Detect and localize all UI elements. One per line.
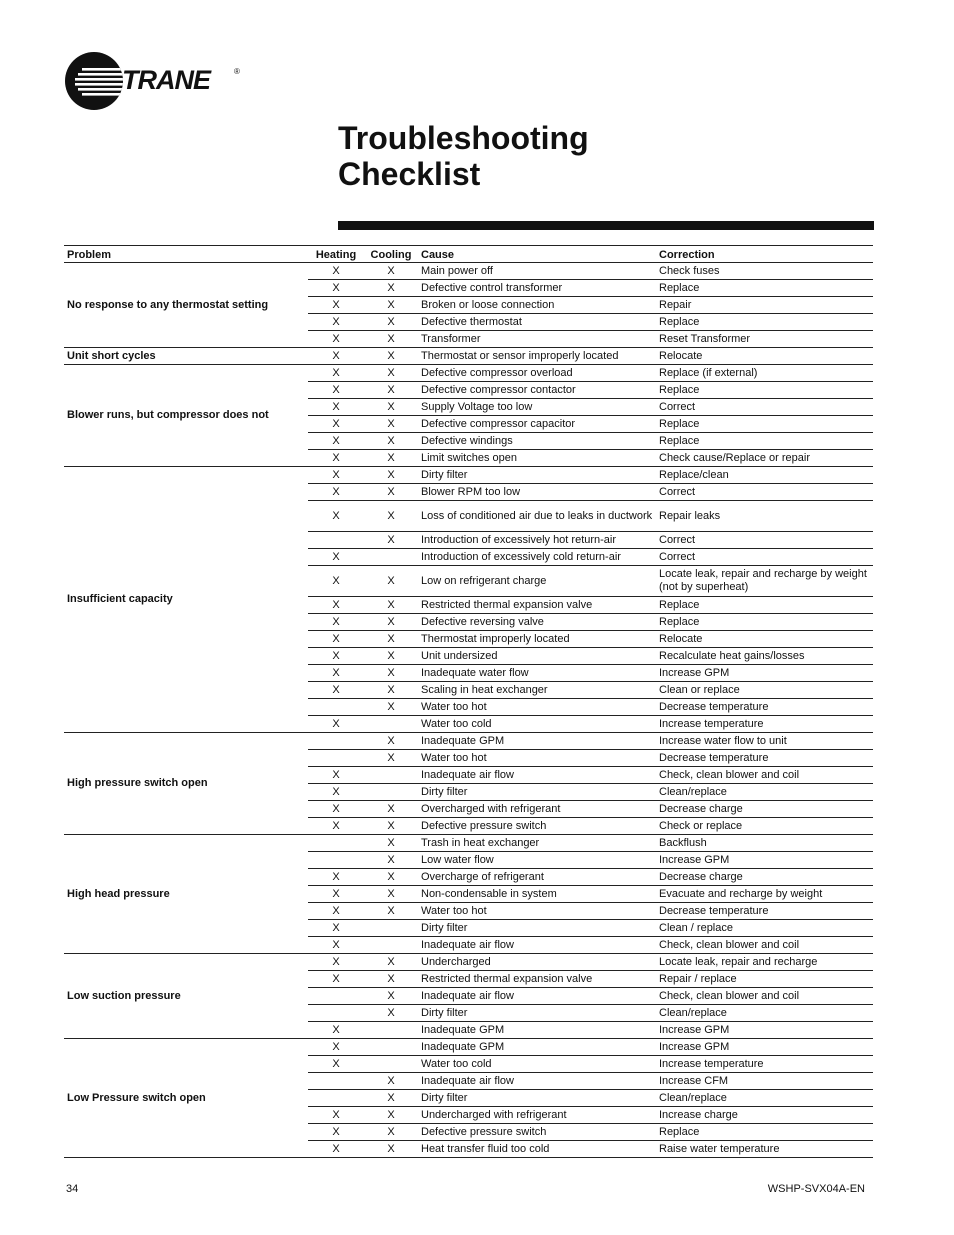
cooling-mark bbox=[364, 1056, 418, 1073]
correction-cell: Repair bbox=[656, 297, 873, 314]
col-cooling: Cooling bbox=[364, 246, 418, 263]
cause-cell: Broken or loose connection bbox=[418, 297, 656, 314]
cooling-mark: X bbox=[364, 988, 418, 1005]
cause-cell: Loss of conditioned air due to leaks in ductwork bbox=[418, 501, 656, 532]
heating-mark: X bbox=[308, 263, 364, 280]
cooling-mark: X bbox=[364, 1005, 418, 1022]
correction-cell: Recalculate heat gains/losses bbox=[656, 648, 873, 665]
heating-mark: X bbox=[308, 450, 364, 467]
cooling-mark: X bbox=[364, 971, 418, 988]
cooling-mark: X bbox=[364, 450, 418, 467]
correction-cell: Increase water flow to unit bbox=[656, 733, 873, 750]
cause-cell: Defective thermostat bbox=[418, 314, 656, 331]
heating-mark: X bbox=[308, 484, 364, 501]
heating-mark bbox=[308, 750, 364, 767]
cause-cell: Introduction of excessively cold return-air bbox=[418, 549, 656, 566]
correction-cell: Clean / replace bbox=[656, 920, 873, 937]
heating-mark: X bbox=[308, 1124, 364, 1141]
cause-cell: Overcharge of refrigerant bbox=[418, 869, 656, 886]
cooling-mark: X bbox=[364, 852, 418, 869]
problem-cell: Insufficient capacity bbox=[64, 467, 308, 733]
heating-mark bbox=[308, 835, 364, 852]
correction-cell: Increase GPM bbox=[656, 1022, 873, 1039]
heating-mark bbox=[308, 699, 364, 716]
cooling-mark: X bbox=[364, 903, 418, 920]
cooling-mark bbox=[364, 937, 418, 954]
correction-cell: Replace bbox=[656, 597, 873, 614]
correction-cell: Backflush bbox=[656, 835, 873, 852]
correction-cell: Check, clean blower and coil bbox=[656, 767, 873, 784]
problem-cell: Low Pressure switch open bbox=[64, 1039, 308, 1158]
correction-cell: Relocate bbox=[656, 348, 873, 365]
cooling-mark: X bbox=[364, 648, 418, 665]
cooling-mark: X bbox=[364, 886, 418, 903]
cause-cell: Heat transfer fluid too cold bbox=[418, 1141, 656, 1158]
cooling-mark: X bbox=[364, 501, 418, 532]
cooling-mark: X bbox=[364, 416, 418, 433]
heating-mark: X bbox=[308, 614, 364, 631]
cooling-mark: X bbox=[364, 801, 418, 818]
correction-cell: Replace bbox=[656, 416, 873, 433]
cause-cell: Inadequate GPM bbox=[418, 1022, 656, 1039]
cause-cell: Main power off bbox=[418, 263, 656, 280]
correction-cell: Replace/clean bbox=[656, 467, 873, 484]
heating-mark: X bbox=[308, 365, 364, 382]
cooling-mark: X bbox=[364, 365, 418, 382]
heating-mark: X bbox=[308, 331, 364, 348]
heating-mark: X bbox=[308, 631, 364, 648]
correction-cell: Increase charge bbox=[656, 1107, 873, 1124]
troubleshooting-table bbox=[64, 245, 873, 1158]
correction-cell: Increase temperature bbox=[656, 716, 873, 733]
correction-cell: Check or replace bbox=[656, 818, 873, 835]
cooling-mark: X bbox=[364, 1141, 418, 1158]
problem-cell: Blower runs, but compressor does not bbox=[64, 365, 308, 467]
heating-mark: X bbox=[308, 467, 364, 484]
problem-cell: High pressure switch open bbox=[64, 733, 308, 835]
heating-mark bbox=[308, 988, 364, 1005]
heating-mark: X bbox=[308, 433, 364, 450]
problem-cell: High head pressure bbox=[64, 835, 308, 954]
heating-mark bbox=[308, 852, 364, 869]
correction-cell: Clean/replace bbox=[656, 1005, 873, 1022]
heating-mark bbox=[308, 1005, 364, 1022]
heating-mark: X bbox=[308, 501, 364, 532]
heating-mark bbox=[308, 733, 364, 750]
cooling-mark: X bbox=[364, 1107, 418, 1124]
cooling-mark bbox=[364, 1022, 418, 1039]
problem-cell: Unit short cycles bbox=[64, 348, 308, 365]
heating-mark: X bbox=[308, 399, 364, 416]
cooling-mark bbox=[364, 1039, 418, 1056]
correction-cell: Check, clean blower and coil bbox=[656, 937, 873, 954]
cooling-mark: X bbox=[364, 614, 418, 631]
heating-mark: X bbox=[308, 1039, 364, 1056]
table-row bbox=[64, 467, 873, 484]
problem-cell: No response to any thermostat setting bbox=[64, 263, 308, 348]
heating-mark: X bbox=[308, 971, 364, 988]
cooling-mark: X bbox=[364, 297, 418, 314]
cooling-mark: X bbox=[364, 348, 418, 365]
correction-cell: Clean or replace bbox=[656, 682, 873, 699]
heating-mark: X bbox=[308, 549, 364, 566]
correction-cell: Replace bbox=[656, 614, 873, 631]
cause-cell: Water too cold bbox=[418, 716, 656, 733]
title-line-1: Troubleshooting bbox=[338, 120, 589, 156]
heating-mark: X bbox=[308, 869, 364, 886]
heating-mark: X bbox=[308, 280, 364, 297]
cooling-mark bbox=[364, 549, 418, 566]
heating-mark: X bbox=[308, 682, 364, 699]
heating-mark: X bbox=[308, 937, 364, 954]
correction-cell: Locate leak, repair and recharge by weight (not by superheat) bbox=[656, 566, 873, 597]
heating-mark: X bbox=[308, 348, 364, 365]
correction-cell: Correct bbox=[656, 399, 873, 416]
heating-mark: X bbox=[308, 818, 364, 835]
brand-wordmark: TRANE bbox=[122, 65, 210, 95]
trane-logo bbox=[64, 50, 244, 112]
problem-cell: Low suction pressure bbox=[64, 954, 308, 1039]
cause-cell: Low on refrigerant charge bbox=[418, 566, 656, 597]
cause-cell: Blower RPM too low bbox=[418, 484, 656, 501]
correction-cell: Decrease temperature bbox=[656, 699, 873, 716]
heating-mark bbox=[308, 1090, 364, 1107]
heating-mark: X bbox=[308, 801, 364, 818]
cause-cell: Thermostat or sensor improperly located bbox=[418, 348, 656, 365]
correction-cell: Increase GPM bbox=[656, 852, 873, 869]
heating-mark: X bbox=[308, 416, 364, 433]
heating-mark: X bbox=[308, 297, 364, 314]
cooling-mark: X bbox=[364, 1124, 418, 1141]
cause-cell: Transformer bbox=[418, 331, 656, 348]
cooling-mark: X bbox=[364, 280, 418, 297]
table-row bbox=[64, 733, 873, 750]
correction-cell: Replace (if external) bbox=[656, 365, 873, 382]
cooling-mark: X bbox=[364, 566, 418, 597]
correction-cell: Replace bbox=[656, 280, 873, 297]
cause-cell: Overcharged with refrigerant bbox=[418, 801, 656, 818]
correction-cell: Clean/replace bbox=[656, 1090, 873, 1107]
cause-cell: Limit switches open bbox=[418, 450, 656, 467]
cause-cell: Restricted thermal expansion valve bbox=[418, 597, 656, 614]
cause-cell: Thermostat improperly located bbox=[418, 631, 656, 648]
heating-mark: X bbox=[308, 1107, 364, 1124]
cause-cell: Low water flow bbox=[418, 852, 656, 869]
cause-cell: Water too hot bbox=[418, 699, 656, 716]
cooling-mark: X bbox=[364, 399, 418, 416]
cooling-mark: X bbox=[364, 682, 418, 699]
table-row bbox=[64, 954, 873, 971]
correction-cell: Increase CFM bbox=[656, 1073, 873, 1090]
cooling-mark: X bbox=[364, 1073, 418, 1090]
heating-mark: X bbox=[308, 382, 364, 399]
cause-cell: Dirty filter bbox=[418, 1005, 656, 1022]
correction-cell: Relocate bbox=[656, 631, 873, 648]
correction-cell: Decrease temperature bbox=[656, 903, 873, 920]
cause-cell: Non-condensable in system bbox=[418, 886, 656, 903]
heating-mark: X bbox=[308, 665, 364, 682]
cause-cell: Undercharged bbox=[418, 954, 656, 971]
col-cause: Cause bbox=[418, 246, 656, 263]
cause-cell: Dirty filter bbox=[418, 920, 656, 937]
correction-cell: Replace bbox=[656, 1124, 873, 1141]
title-line-2: Checklist bbox=[338, 156, 481, 192]
cause-cell: Introduction of excessively hot return-air bbox=[418, 532, 656, 549]
heating-mark: X bbox=[308, 314, 364, 331]
cooling-mark: X bbox=[364, 433, 418, 450]
correction-cell: Correct bbox=[656, 549, 873, 566]
heating-mark: X bbox=[308, 1141, 364, 1158]
table-row bbox=[64, 263, 873, 280]
registered-mark: ® bbox=[234, 67, 240, 76]
table-row bbox=[64, 835, 873, 852]
correction-cell: Check cause/Replace or repair bbox=[656, 450, 873, 467]
heating-mark: X bbox=[308, 597, 364, 614]
cause-cell: Defective pressure switch bbox=[418, 818, 656, 835]
correction-cell: Increase GPM bbox=[656, 665, 873, 682]
cause-cell: Inadequate air flow bbox=[418, 937, 656, 954]
cause-cell: Inadequate air flow bbox=[418, 767, 656, 784]
col-correction: Correction bbox=[656, 246, 873, 263]
cooling-mark: X bbox=[364, 750, 418, 767]
cause-cell: Water too hot bbox=[418, 903, 656, 920]
correction-cell: Decrease temperature bbox=[656, 750, 873, 767]
cause-cell: Inadequate water flow bbox=[418, 665, 656, 682]
cooling-mark: X bbox=[364, 665, 418, 682]
cooling-mark: X bbox=[364, 835, 418, 852]
cause-cell: Supply Voltage too low bbox=[418, 399, 656, 416]
cause-cell: Water too cold bbox=[418, 1056, 656, 1073]
table-row bbox=[64, 348, 873, 365]
correction-cell: Increase GPM bbox=[656, 1039, 873, 1056]
cause-cell: Water too hot bbox=[418, 750, 656, 767]
heating-mark: X bbox=[308, 767, 364, 784]
document-id: WSHP-SVX04A-EN bbox=[767, 1183, 865, 1195]
cooling-mark: X bbox=[364, 467, 418, 484]
cooling-mark: X bbox=[364, 331, 418, 348]
correction-cell: Raise water temperature bbox=[656, 1141, 873, 1158]
correction-cell: Check fuses bbox=[656, 263, 873, 280]
correction-cell: Clean/replace bbox=[656, 784, 873, 801]
cause-cell: Dirty filter bbox=[418, 784, 656, 801]
cause-cell: Defective compressor contactor bbox=[418, 382, 656, 399]
cause-cell: Defective reversing valve bbox=[418, 614, 656, 631]
cooling-mark: X bbox=[364, 869, 418, 886]
heating-mark: X bbox=[308, 716, 364, 733]
heating-mark: X bbox=[308, 903, 364, 920]
page-number: 34 bbox=[66, 1183, 79, 1195]
heating-mark bbox=[308, 1073, 364, 1090]
table-row bbox=[64, 365, 873, 382]
heating-mark: X bbox=[308, 954, 364, 971]
correction-cell: Replace bbox=[656, 382, 873, 399]
correction-cell: Locate leak, repair and recharge bbox=[656, 954, 873, 971]
heating-mark: X bbox=[308, 648, 364, 665]
cause-cell: Defective control transformer bbox=[418, 280, 656, 297]
correction-cell: Correct bbox=[656, 532, 873, 549]
cause-cell: Scaling in heat exchanger bbox=[418, 682, 656, 699]
cooling-mark: X bbox=[364, 699, 418, 716]
heating-mark: X bbox=[308, 566, 364, 597]
cause-cell: Undercharged with refrigerant bbox=[418, 1107, 656, 1124]
cause-cell: Defective compressor overload bbox=[418, 365, 656, 382]
title-rule bbox=[338, 221, 874, 230]
cooling-mark bbox=[364, 716, 418, 733]
cooling-mark bbox=[364, 920, 418, 937]
cooling-mark: X bbox=[364, 954, 418, 971]
cooling-mark: X bbox=[364, 818, 418, 835]
cause-cell: Inadequate air flow bbox=[418, 1073, 656, 1090]
cooling-mark: X bbox=[364, 314, 418, 331]
cause-cell: Restricted thermal expansion valve bbox=[418, 971, 656, 988]
page-title bbox=[338, 120, 589, 192]
heating-mark: X bbox=[308, 1022, 364, 1039]
cooling-mark: X bbox=[364, 1090, 418, 1107]
cooling-mark: X bbox=[364, 263, 418, 280]
cause-cell: Unit undersized bbox=[418, 648, 656, 665]
cause-cell: Defective compressor capacitor bbox=[418, 416, 656, 433]
correction-cell: Check, clean blower and coil bbox=[656, 988, 873, 1005]
correction-cell: Decrease charge bbox=[656, 801, 873, 818]
correction-cell: Replace bbox=[656, 433, 873, 450]
cooling-mark bbox=[364, 784, 418, 801]
heating-mark: X bbox=[308, 920, 364, 937]
heating-mark bbox=[308, 532, 364, 549]
cooling-mark: X bbox=[364, 532, 418, 549]
cause-cell: Dirty filter bbox=[418, 1090, 656, 1107]
correction-cell: Replace bbox=[656, 314, 873, 331]
cause-cell: Defective pressure switch bbox=[418, 1124, 656, 1141]
col-heating: Heating bbox=[308, 246, 364, 263]
cooling-mark: X bbox=[364, 733, 418, 750]
correction-cell: Decrease charge bbox=[656, 869, 873, 886]
cause-cell: Inadequate GPM bbox=[418, 733, 656, 750]
cause-cell: Inadequate air flow bbox=[418, 988, 656, 1005]
correction-cell: Repair leaks bbox=[656, 501, 873, 532]
cause-cell: Trash in heat exchanger bbox=[418, 835, 656, 852]
correction-cell: Evacuate and recharge by weight bbox=[656, 886, 873, 903]
table-row bbox=[64, 1039, 873, 1056]
heating-mark: X bbox=[308, 784, 364, 801]
cooling-mark: X bbox=[364, 382, 418, 399]
col-problem: Problem bbox=[64, 246, 308, 263]
table-header-row bbox=[64, 246, 873, 263]
correction-cell: Increase temperature bbox=[656, 1056, 873, 1073]
cooling-mark: X bbox=[364, 631, 418, 648]
cause-cell: Inadequate GPM bbox=[418, 1039, 656, 1056]
cooling-mark: X bbox=[364, 597, 418, 614]
heating-mark: X bbox=[308, 886, 364, 903]
cooling-mark: X bbox=[364, 484, 418, 501]
correction-cell: Correct bbox=[656, 484, 873, 501]
correction-cell: Reset Transformer bbox=[656, 331, 873, 348]
heating-mark: X bbox=[308, 1056, 364, 1073]
correction-cell: Repair / replace bbox=[656, 971, 873, 988]
cooling-mark bbox=[364, 767, 418, 784]
cause-cell: Defective windings bbox=[418, 433, 656, 450]
cause-cell: Dirty filter bbox=[418, 467, 656, 484]
